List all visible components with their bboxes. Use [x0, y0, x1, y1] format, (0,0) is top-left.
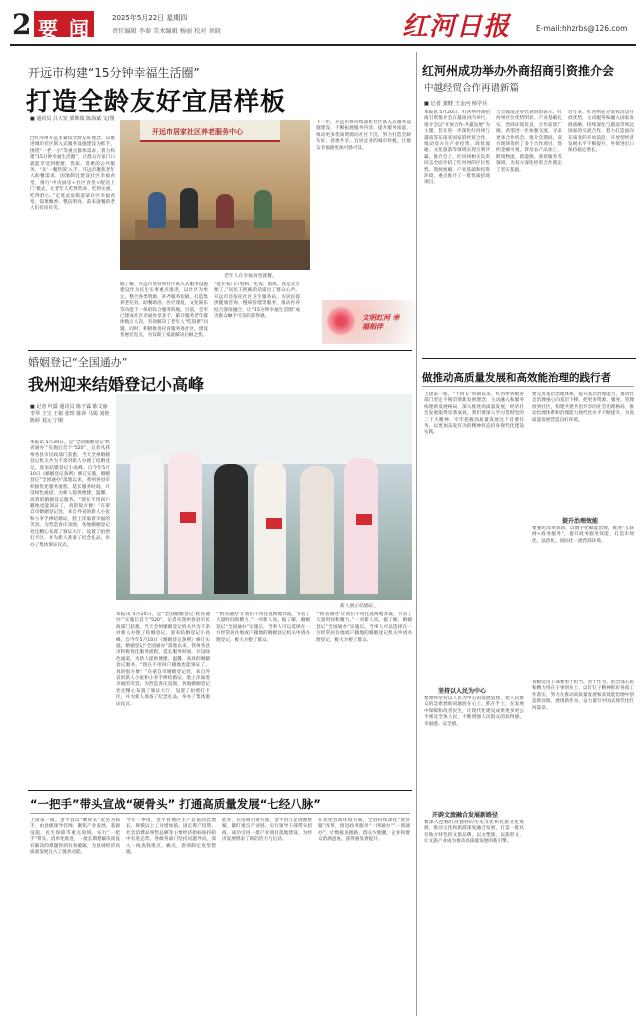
story5-underline [422, 386, 634, 387]
story3-col1: 上接第一版。金平县以“硬骨头”攻坚为抓手，由县级领导挂帅，聚焦产业发展、基础设施、民生保障等重点领域，实行“一把手”带头、清单化推进，一批长期想解决而没有解决的难题得到有效破解，为县域经济高质量发展注入了强劲动能。 [30, 818, 120, 856]
story5-col3: 各级党员干部要勇于担当、善于作为，把全部心思和精力用在干事创业上，以钉钉子精神抓好各项工作落实，努力在推动高质量发展和高效能治理中创造新业绩、展现新作为，奋力谱写中国式现代化红河篇章。 [532, 680, 634, 711]
badge-text: 文明红河 幸福相伴 [362, 314, 400, 331]
photo-person-1 [148, 192, 166, 228]
photo-person-f [344, 458, 378, 594]
story2-caption: 新人展示结婚证。 [340, 604, 379, 609]
photo-person-e [300, 466, 334, 594]
story1-headline: 打造全龄友好宜居样板 [26, 87, 287, 116]
story5-headline: 做推动高质量发展和高效能治理的践行者 [422, 372, 611, 384]
photo-person-3 [216, 194, 234, 228]
story2-headline: 我州迎来结婚登记小高峰 [28, 375, 205, 394]
story4-byline: ■ 记者 龚健 王金河 杨学兵 [424, 101, 488, 107]
header-editors: 责任编辑 李秦 美术编辑 杨丽 校对 刘晓 [112, 28, 221, 35]
story2-byline: ■ 记者 叶露 通讯员 陈子霖 陈文丽 李琴 王宝 王铭 张煜 陈萍 马锐 刘艳 陈婷 刘元 宁刚 [30, 404, 110, 424]
header-date: 2025年5月22日 星期四 [112, 14, 188, 22]
divider-right-1 [422, 358, 636, 359]
certificate-1 [180, 512, 196, 523]
story5-col2: 要完善基层治理体系，提升基层治理能力，推动社会治理重心向基层下移，把更多资源、服务、管理放到社区，构建共建共治共享的社会治理格局，推动治理体系和治理能力现代化水平不断提升，为高质量发展营造良好环境。 [532, 392, 634, 423]
story1-col1: □红河州开远市紧扣全龄友好理念，以推进城市社区嵌入式服务设施建设为抓手，围绕“一老一小”等重点群体需求，着力构建“15分钟幸福生活圈”，让群众在家门口就能享受到便捷、优质、普惠的公共服务。“从‘一餐热饭’入手，开远市聚焦老年人助餐需求，因地制宜建设社区幸福食堂，推行‘中央厨房+社区食堂+配送上门’模式，让老年人吃得营养、吃得实惠、吃得舒心。”走进灵泉街道某社区幸福食堂，饭菜飘香、整洁明亮，前来就餐的老人们有说有笑。 [30, 136, 115, 212]
story1-photo [120, 120, 310, 270]
story3-underline [30, 813, 410, 814]
story3-col4: 在优化营商环境方面，全县持续深化“放管服”改革，推进政务服务“一网通办”“一窗通办”，让数据多跑路、群众少跑腿，企业和群众的满意度、获得感显著提升。 [318, 818, 410, 843]
story2-col2: 本报讯 5月20日，是“全国婚姻登记‘跨省通办’”实施后首个“520”，记者从我州各县市民政部门获悉，当天全州婚姻登记机关共为千余对新人办理了结婚登记，迎来结婚登记小高峰。自今年5月10日《婚姻登记条例》修订实施，婚姻登记“全国通办”落地以来，我州各县市积极优化服务流程，延长服务时间，开设绿色通道，为新人提供便捷、温馨、高效的婚姻登记服务。“现在不用回户籍地也能领证了，真的很方便！”在蒙自市婚姻登记处，来自外省的新人小张和小李手捧结婚证，脸上洋溢着幸福的笑容。为营造喜庆氛围，各地婚姻登记处还精心布置了颁证大厅，设置了拍照打卡区，并为新人准备了纪念礼品，举办了集体颁证仪式。 [116, 612, 210, 707]
photo-backdrop [116, 394, 412, 464]
story4-col3: 近年来，红河州充分发挥沿边开放优势，主动服务和融入国家发展战略，持续深化与越南等周边国家的交流合作，着力打造面向东南亚的开放前沿，开放型经济发展水平不断提升，外贸进出口保持稳定增长。 [568, 110, 634, 154]
story5-col2b: 要强化改革创新，以数字化赋能治理，推进“互联网+政务服务”，提升政务服务效能，打造市场化、法治化、国际化一流营商环境。 [532, 526, 634, 544]
story3-headline: “一把手”带头宣战“硬骨头” 打通高质量发展“七经八脉” [30, 797, 321, 811]
story1-byline: ■ 通讯员 吕大发 郭斯瑞 陈海斌 文/图 [30, 116, 115, 122]
story1-col3: “能在家门口看病、吃饭、锻炼，真是太方便了。”居民王阿姨的话道出了群众心声。开远市还依托社区卫生服务站，为居民提供健康咨询、慢病管理等服务，推动医养结合深度融合，让“15分钟幸福生活圈”成为群众触手可及的获得感。 [214, 282, 300, 320]
photo-person-2 [180, 188, 198, 228]
section-title: 要 闻 [38, 17, 91, 41]
masthead-logo: 红河日报 [402, 12, 511, 42]
photo-floor [120, 240, 310, 270]
page-header [0, 0, 644, 46]
story4-subhead: 中越经贸合作再谱新篇 [424, 83, 520, 94]
page-number: 2 [12, 8, 32, 41]
badge-flower-icon [326, 306, 356, 336]
story5-sub2: 提升治理效能 [562, 518, 599, 525]
story5-sub3: 开辟文旅融合发展新路径 [432, 812, 499, 819]
photo-person-c [214, 464, 248, 594]
story2-col3: “‘跨省通办’让我们不用往返两地奔波，节省了大量时间和精力。”一对新人说。据了解，婚姻登记“全国通办”实施后，当事人可以选择在一方经常居住地或户籍地的婚姻登记机关申请办理登记，极大方便了群众。 [216, 612, 310, 643]
divider-left-1 [28, 350, 412, 351]
story1-col2: 据了解，开远市坚持将社区嵌入式服务设施建设作为民生实事重点推进，以社区为单元，整合各类资源，补齐服务短板，打造集养老托育、助餐助浴、医疗康复、文化娱乐等功能于一体的综合服务阵地。目前，全市已建成社区幸福食堂多个，累计服务老年群体数万人次，有效解决了老年人“吃饭难”问题。同时，积极推进托育服务进社区，建设普惠托育点，为双职工家庭解决后顾之忧。 [120, 282, 208, 339]
header-email: E-mail:hhzrbs@126.com [536, 24, 628, 33]
story2-photo [116, 394, 412, 600]
certificate-2 [266, 518, 282, 529]
photo-person-b [168, 452, 202, 594]
story1-caption: 老年人在幸福食堂就餐。 [224, 274, 277, 279]
story5-col1b: 要始终坚持以人民为中心的发展思想，把人民群众的急难愁盼问题放在心上、抓在手上，在发展中保障和改善民生，让现代化建设成果更多更公平惠及全体人民，不断增强人民群众的获得感、幸福感、安全感。 [424, 696, 524, 727]
story2-body: 本报讯 5月20日，是“全国婚姻登记‘跨省通办’”实施后首个“520”，记者从我州各县市民政部门获悉，当天全州婚姻登记机关共为千余对新人办理了结婚登记，迎来结婚登记小高峰。自今年5月10日《婚姻登记条例》修订实施，婚姻登记“全国通办”落地以来，我州各县市积极优化服务流程，延长服务时间，开设绿色通道，为新人提供便捷、温馨、高效的婚姻登记服务。“现在不用回户籍地也能领证了，真的很方便！”在蒙自市婚姻登记处，来自外省的新人小张和小李手捧结婚证，脸上洋溢着幸福的笑容。为营造喜庆氛围，各地婚姻登记处还精心布置了颁证大厅，设置了拍照打卡区，并为新人准备了纪念礼品，举办了集体颁证仪式。 [30, 440, 110, 548]
photo-person-4 [254, 190, 272, 228]
photo-sign-text: 开远市居家社区养老服务中心 [152, 128, 243, 136]
story5-col1: 上接第一版。“十四五”时期以来，红河州各级各部门坚定不移贯彻新发展理念，主动融入和服务构建新发展格局，深入推进高质量发展，经济社会发展取得显著成效。我们要深入学习贯彻党的二十大精神，牢牢把握高质量发展这个首要任务，以更加奋发有为的精神状态投身现代化建设实践。 [424, 392, 524, 436]
story4-col2: 与会越南企业代表纷纷表示，红河州区位优势明显、产业基础扎实、营商环境优良，合作前景广阔，希望进一步加强交流，寻求更多合作机会。推介会期间，双方现场签约了多个合作项目，签约金额可观，涉及农产品加工、跨境物流、新能源、商贸服务等领域，为双方深化经贸合作奠定了坚实基础。 [496, 110, 562, 173]
photo-person-a [130, 454, 164, 594]
story4-headline: 红河州成功举办外商招商引资推介会 [422, 64, 615, 78]
story5-col3b: 要深入挖掘红河独特的历史文化和民族文化资源，推动文化和旅游深度融合发展，打造一批具有地方特色的文旅品牌，以文塑旅、以旅彰文，让文旅产业成为推动高质量发展的新引擎。 [424, 820, 524, 845]
story2-kicker: 婚姻登记“全国通办” [28, 356, 128, 369]
story4-col1: 本报讯 5月20日，红河州外商招商引资推介会在越南河内举行。推介会以“开放合作·共赢发展”为主题，旨在进一步深化红河州与越南等东南亚国家的经贸合作，推动双方在产业投资、商贸流通、文化旅游等领域实现互利共赢。推介会上，红河州相关负责同志全面介绍了红河州的区位优势、资源禀赋、产业基础和投资环境，重点推介了一批优质招商项目。 [424, 110, 490, 186]
certificate-3 [356, 514, 372, 525]
story3-col3: 此外，在招商引资方面，金平县立足资源禀赋，紧盯重点产业链，实行领导干部带头招商，成功引进一批产业项目落地建设，为经济发展增添了新的活力与后劲。 [222, 818, 312, 843]
story3-col2: 今年一季度，金平县地区生产总值同比增长，规模以上工业增加值、固定资产投资、社会消费品零售总额等主要经济指标保持稳中有进态势。各级各部门坚持问题导向，深入一线查找堵点、痛点，逐项制定攻坚措施。 [126, 818, 216, 856]
story1-col4: 下一步，开远市将持续深化社区嵌入式服务设施建设，不断拓展服务内容、提升服务质量，推动更多优质资源向社区下沉，努力打造全龄友好、普惠共享、宜居宜业的城市样板，让群众幸福感更加可感可及。 [316, 120, 411, 151]
story2-col4: “‘跨省通办’让我们不用往返两地奔波，节省了大量时间和精力。”一对新人说。据了解，婚姻登记“全国通办”实施后，当事人可以选择在一方经常居住地或户籍地的婚姻登记机关申请办理登记，极大方便了群众。 [316, 612, 412, 643]
header-rule [10, 44, 636, 46]
story1-kicker: 开远市构建“15分钟幸福生活圈” [28, 66, 200, 80]
column-separator [416, 52, 417, 1016]
divider-left-2 [28, 790, 412, 791]
story5-sub1: 坚持以人民为中心 [438, 688, 487, 695]
